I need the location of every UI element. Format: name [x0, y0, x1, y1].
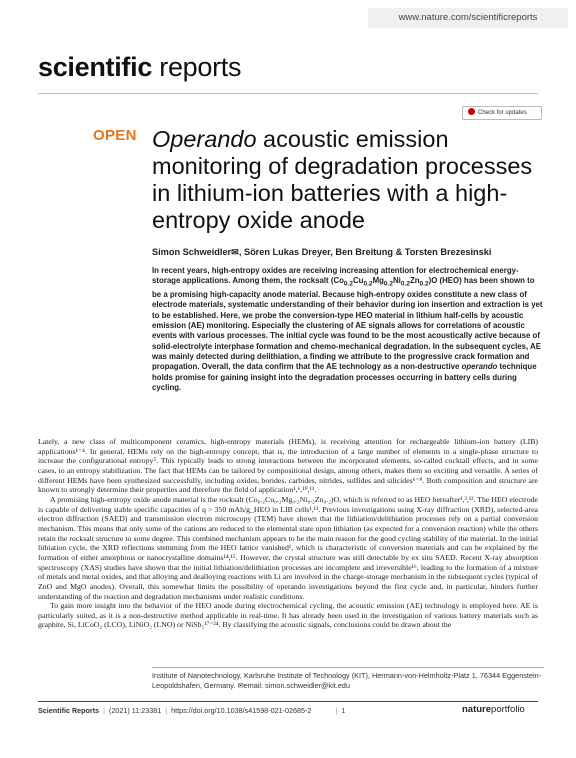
- body-paragraph-3: To gain more insight into the behavior of the HEO anode during electrochemical cycling, the acoustic emission (AE) technology is employed here. AE is particularly suited, as it is a non-destructive method applicable in real-time. It has already been used in the investigation of various battery materials such as graphite, Si, LiCoO₂ (LCO), LiNiO₂ (LNO) or NiSb₂¹⁷⁻²⁴. By classifying the acoustic signals, conclusions could be drawn about the: [38, 601, 538, 630]
- journal-logo: [38, 52, 241, 83]
- abstract-text: technique holds promise for gaining insight into the degradation processes occurring in battery cells during cycling.: [152, 362, 537, 392]
- brand-rest: portfolio: [491, 704, 525, 715]
- header-divider: [38, 93, 538, 94]
- footer-divider: [38, 701, 538, 702]
- brand-bold: nature: [462, 704, 492, 715]
- footer-doi[interactable]: https://doi.org/10.1038/s41598-021-02685-2: [171, 706, 312, 715]
- affiliation: Institute of Nanotechnology, Karlsruhe Institute of Technology (KIT), Hermann-von-Helmholtz-Platz 1, 76344 Eggenstein-Leopoldshafen, Germany. ✉email: simon.schweidler@kit.edu: [152, 671, 542, 690]
- body-paragraph-1: Lately, a new class of multicomponent ceramics, high-entropy materials (HEMs), is receiving attention for rechargeable lithium-ion battery (LIB) applications¹⁻⁴. In general, HEMs rely on the high-entropy concept, that is, the introduction of a large number of elements in a single-phase structure to increase the configurational entropy⁵. This typically leads to strong interactions between the incorporated elements, so-called cocktail effects, and in some cases, to an entropy stabilization. The fact that HEMs can be tailored by compositional design, among others, makes them so exciting and versatile. A series of different HEMs have been synthesized successfully, including oxides, borides, carbides, nitrides, sulfides and silicides⁶⁻⁹. Both composition and structure are known to strongly determine their properties and therefore the field of application¹,⁶,¹⁰,¹¹.: [38, 437, 538, 495]
- abstract-text: In recent years, high-entropy oxides are receiving increasing attention for electrochemical energy-storage applications. Among them, the rocksalt (Co: [152, 266, 519, 286]
- subscript: 0.2: [383, 280, 393, 288]
- title-rest: acoustic emission monitoring of degradation processes in lithium-ion batteries with a high-entropy oxide anode: [152, 126, 533, 233]
- check-updates-button[interactable]: [462, 106, 542, 120]
- abstract-text: Mg: [372, 276, 384, 286]
- journal-logo-bold: scientific: [38, 52, 153, 82]
- article-title: [152, 126, 552, 234]
- affiliation-divider: [152, 667, 544, 668]
- footer-citation: Scientific Reports | (2021) 11:23381 | https://doi.org/10.1038/s41598-021-02685-2 | 1: [38, 706, 346, 715]
- page-number: 1: [341, 706, 346, 715]
- subscript: 0.2: [343, 280, 354, 288]
- body-paragraph-2: A promising high-entropy oxide anode material is the rocksalt (Co₀.₂Cu₀.₂Mg₀.₂Ni₀.₂Zn₀.₂)O, which is referred to as HEO hereafter¹,³,¹². The HEO electrode is capable of delivering stable specific capacities of q > 350 mAh/g_HEO in LIB cells¹,¹³. Previous investigations using X-ray diffraction (XRD), selected-area electron diffraction (SAED) and transmission electron microscopy (TEM) have shown that the lithiation/delithiation processes rely on a partial conversion mechanism. This means that only some of the cations are reduced to the elemental state upon lithiation (as expected for a conversion reaction) while the others retain the rocksalt structure to some degree. This combined mechanism appears to be the main reason for the good cycling stability of the material. In the initial lithiation cycle, the XRD reflections stemming from the HEO lattice vanished¹, which is characteristic of conversion materials and can be explained by the formation of either amorphous or nanocrystalline domains¹⁴,¹⁵. However, the crystal structure was still detectable by ex situ SAED. Recent X-ray absorption spectroscopy (XAS) studies have shown that the initial lithiation/delithiation processes are incomplete and irreversible¹⁶, leading to the formation of a mixture of metals and metal oxides, and that alloying and dealloying reactions with Li are involved in the charge-storage mechanism in the subsequent cycles (typical of ZnO and MgO anodes). Overall, this somewhat limits the possibility of operando investigations beyond the first cycle and, in particular, hinders further understanding of the reaction and degradation mechanisms under realistic conditions.: [38, 494, 538, 601]
- open-access-label: OPEN: [93, 127, 137, 144]
- journal-url[interactable]: www.nature.com/scientificreports: [368, 8, 568, 28]
- author-list: Simon Schweidler✉, Sören Lukas Dreyer, Ben Breitung & Torsten Brezesinski: [152, 247, 492, 257]
- abstract: [152, 266, 544, 393]
- footer-journal: Scientific Reports: [38, 706, 100, 715]
- subscript: 0.2: [419, 280, 429, 288]
- abstract-text: Zn: [409, 276, 420, 286]
- publisher-logo: [462, 704, 525, 715]
- title-italic: Operando: [152, 126, 257, 152]
- crossmark-icon: [468, 108, 475, 115]
- footer-volume: (2021) 11:23381: [108, 706, 162, 715]
- journal-logo-rest: reports: [152, 52, 242, 82]
- subscript: 0.2: [400, 280, 410, 288]
- abstract-italic: operando: [461, 362, 498, 372]
- abstract-text: Cu: [353, 276, 364, 286]
- abstract-text: )O (HEO) has been shown to be a promising high-capacity anode material. Because high-entropy oxides constitute a new class of electrode materials, systematic understanding of their behavior during ion insertion and extraction is yet to be established. Here, we probe the conversion-type HEO material in lithium half-cells by acoustic emission (AE) monitoring. Especially the clustering of AE signals allows for correlations of acoustic events with various processes. The initial cycle was found to be the most acoustically active because of solid-electrolyte interphase formation and chemo-mechanical degradation. In the subsequent cycles, AE was mainly detected during delithiation, a finding we attribute to the progressive crack formation and propagation. Overall, the data confirm that the AE technology as a non-destructive: [152, 276, 543, 372]
- subscript: 0.2: [363, 280, 373, 288]
- abstract-text: Ni: [393, 276, 401, 286]
- check-updates-label: Check for updates: [478, 110, 527, 116]
- article-body: [38, 437, 538, 630]
